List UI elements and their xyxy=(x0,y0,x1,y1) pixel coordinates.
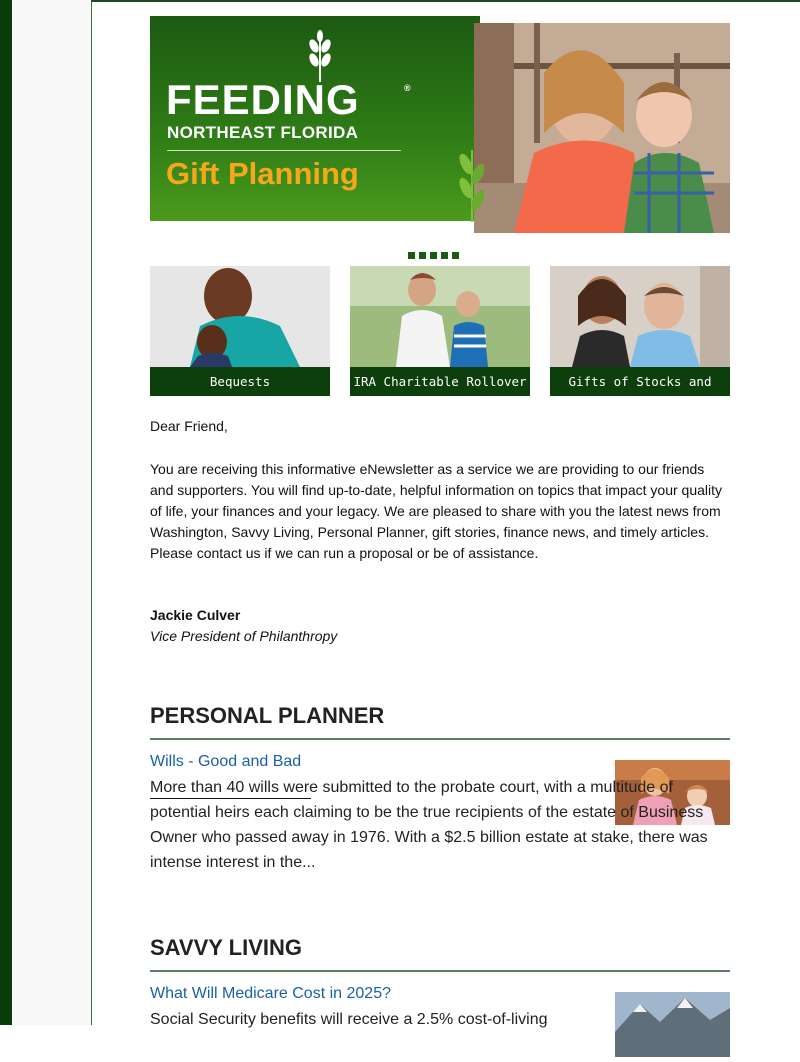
section-heading-savvy-living: SAVVY LIVING xyxy=(150,935,303,960)
letter-body: You are receiving this informative eNewsletter as a service we are providing to our friends and supporters. You will find up-to-date, helpful information on topics that impact your quality of life, your finances and your legacy. We are pleased to share with you the latest news from Washington, Savvy Living, Personal Planner, gift stories, finance news, and timely articles. Please contact us if we can run a proposal or be of assistance. xyxy=(150,461,722,561)
signer-title: Vice President of Philanthropy xyxy=(150,628,338,644)
banner-brand-panel xyxy=(150,16,480,221)
tile-bequests[interactable] xyxy=(150,266,330,396)
leaf-decoration-icon xyxy=(454,144,490,222)
tile-label: IRA Charitable Rollover xyxy=(350,367,530,396)
ira-rollover-photo xyxy=(350,266,530,367)
section-divider xyxy=(150,970,730,972)
left-frame-bar xyxy=(0,0,12,1025)
logo-wordmark: FEEDING xyxy=(166,76,360,123)
gift-type-tiles xyxy=(150,266,730,418)
tile-label: Gifts of Stocks and Bonds xyxy=(550,367,730,396)
article-excerpt-wills xyxy=(150,775,730,875)
article-lead-text: More than 40 wills we xyxy=(150,779,304,796)
tile-stocks-bonds[interactable] xyxy=(550,266,730,418)
carousel-indicators[interactable] xyxy=(408,246,463,264)
article-rest-text: re submitted to the probate court, with a multitude of potential heirs each claiming to be the true recipients of the estate of Business Owner who passed away in 1976. With a $2.5 billion estate at stake, there was intense interest in the... xyxy=(150,779,708,871)
tile-ira-rollover[interactable] xyxy=(350,266,530,396)
article-excerpt-medicare: Social Security benefits will receive a 2.5% cost-of-living xyxy=(150,1011,548,1028)
article-thumbnail-medicare[interactable] xyxy=(615,992,730,1057)
signer-name: Jackie Culver xyxy=(150,607,241,623)
text-underline xyxy=(150,798,311,799)
mountain-thumbnail-photo xyxy=(615,992,730,1057)
program-title: Gift Planning xyxy=(166,156,359,191)
section-divider xyxy=(150,738,730,740)
stocks-bonds-photo xyxy=(550,266,730,367)
logo-region: NORTHEAST FLORIDA xyxy=(167,123,359,142)
header-banner[interactable] xyxy=(150,16,730,233)
tile-label: Bequests xyxy=(150,367,330,396)
top-border xyxy=(91,0,800,2)
left-gutter xyxy=(12,0,92,1025)
article-link-medicare[interactable]: What Will Medicare Cost in 2025? xyxy=(150,985,391,1002)
section-heading-personal-planner: PERSONAL PLANNER xyxy=(150,703,385,728)
bequests-photo xyxy=(150,266,330,367)
banner-photo xyxy=(474,23,730,233)
carousel-dot[interactable] xyxy=(419,252,426,259)
logo-divider xyxy=(167,150,401,151)
registered-mark: ® xyxy=(404,83,411,93)
carousel-dot[interactable] xyxy=(430,252,437,259)
carousel-dot[interactable] xyxy=(441,252,448,259)
letter-greeting: Dear Friend, xyxy=(150,418,228,434)
article-link-wills[interactable]: Wills - Good and Bad xyxy=(150,753,302,770)
carousel-dot[interactable] xyxy=(408,252,415,259)
carousel-dot[interactable] xyxy=(452,252,459,259)
wheat-logo-icon xyxy=(305,30,335,82)
mother-and-son-photo xyxy=(474,23,730,233)
